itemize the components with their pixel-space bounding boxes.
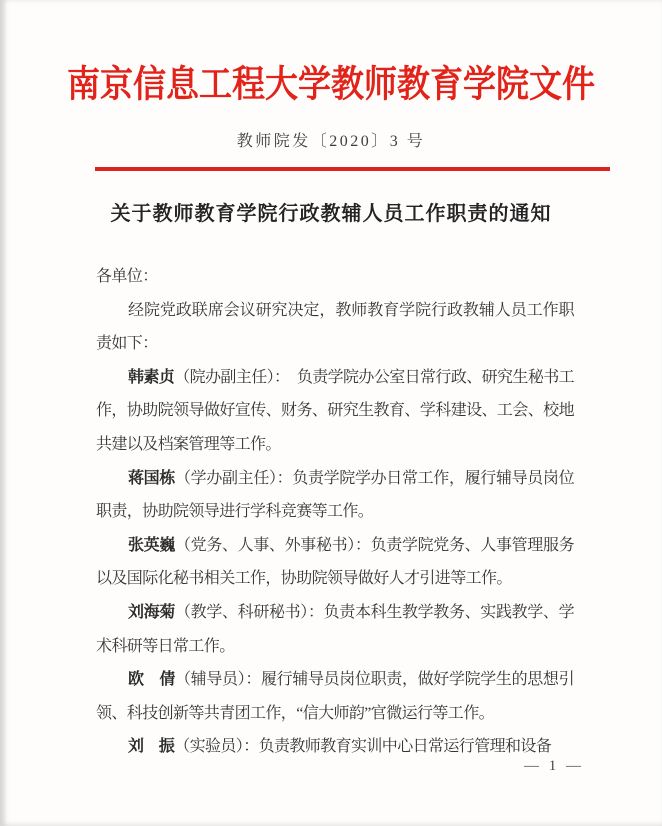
duty-entry-liu-zhen (96, 730, 574, 764)
person-role: （实验员）： (174, 738, 259, 756)
page-number: — 1 — (524, 758, 584, 774)
person-name: 张英巍 (128, 536, 175, 554)
intro-paragraph: 经院党政联席会议研究决定，教师教育学院行政教辅人员工作职责如下： (96, 301, 574, 353)
person-duty: 负责学院学办日常工作，履行辅导员岗位职责，协助院领导进行学科竞赛等工作。 (96, 469, 575, 521)
person-duty: 负责本科生教学教务、实践教学、学术科研等日常工作。 (96, 603, 574, 655)
document-header-title: 南京信息工程大学教师教育学院文件 (67, 65, 595, 106)
person-name: 刘海菊 (128, 603, 175, 621)
person-duty: 负责教师教育实训中心日常运行管理和设备 (258, 738, 552, 756)
notice-title: 关于教师教育学院行政教辅人员工作职责的通知 (110, 203, 552, 225)
salutation: 各单位： (96, 268, 158, 285)
red-divider-line (95, 167, 610, 171)
duty-entry-zhang-yingwei (96, 529, 574, 596)
duty-entry-ou-qian (96, 663, 574, 730)
person-name: 韩素贞 (128, 368, 175, 386)
person-name: 蒋国栋 (128, 469, 175, 487)
person-role: （学办副主任）： (175, 469, 293, 487)
duty-entry-liu-haiju (96, 596, 574, 663)
duty-entry-jiang-guodong (96, 462, 574, 529)
person-duty: 负责学院党务、人事管理服务以及国际化秘书相关工作，协助院领导做好人才引进等工作。 (96, 536, 575, 588)
person-duty: 履行辅导员岗位职责，做好学院学生的思想引领、科技创新等共青团工作，“信大师韵”官微运行等工作。 (96, 671, 574, 722)
person-role: （辅导员）： (175, 671, 261, 689)
person-role: （党务、人事、外事秘书）： (175, 536, 371, 554)
scan-edge-shadow (0, 0, 7, 826)
document-number: 教师院发〔2020〕3 号 (236, 133, 426, 150)
duty-entry-han-suzhen (96, 361, 574, 462)
person-name: 欧 倩 (128, 671, 175, 689)
document-body (96, 260, 574, 764)
person-name: 刘 振 (128, 738, 175, 756)
person-role: （教学、科研秘书）： (175, 603, 324, 621)
person-role: （院办副主任）： (174, 368, 297, 386)
person-duty: 负责学院办公室日常行政、研究生秘书工作，协助院领导做好宣传、财务、研究生教育、学科建设、工会、校地共建以及档案管理等工作。 (96, 368, 575, 453)
